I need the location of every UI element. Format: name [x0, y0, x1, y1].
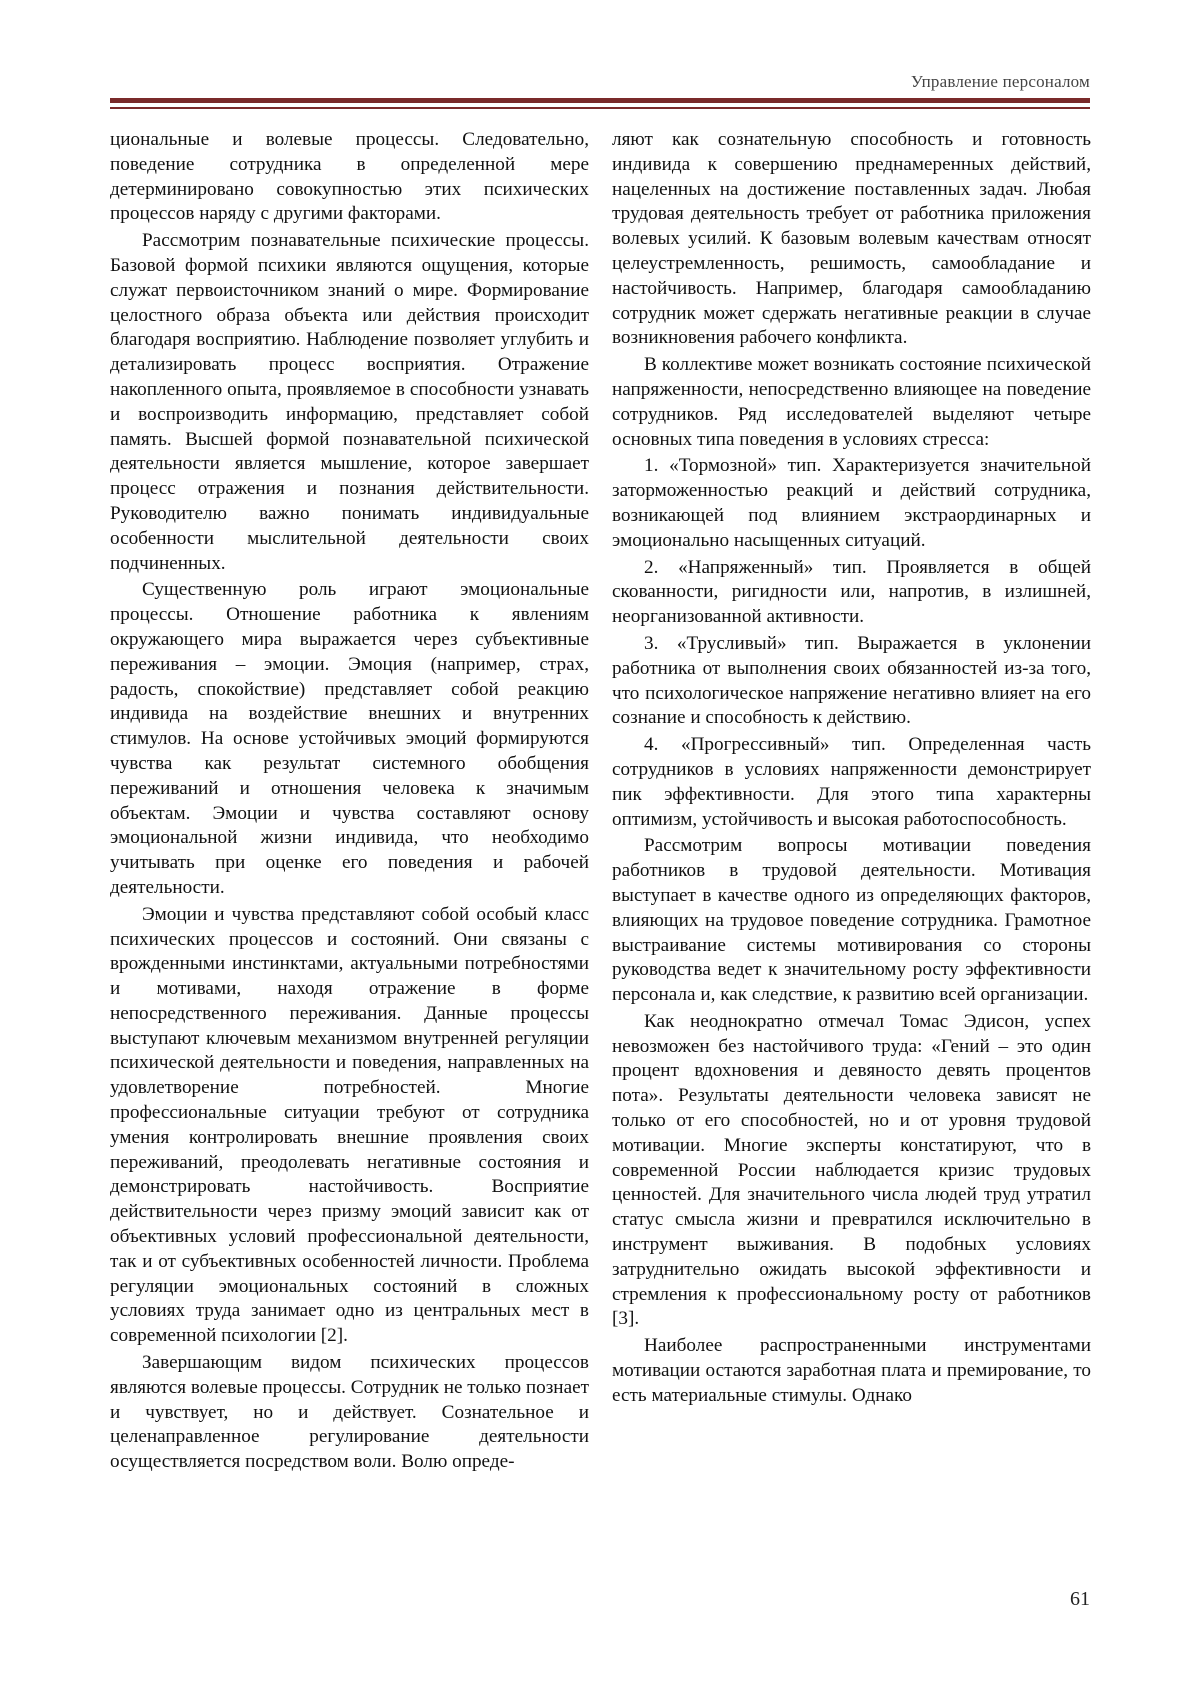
list-item: 3. «Трусливый» тип. Выражается в уклонении работника от выполнения своих обязанностей из-за того, что психологическое напряжение негативно влияет на его сознание и способность к действию. — [612, 632, 1091, 729]
left-column — [110, 128, 589, 1477]
paragraph: Завершающим видом психических процессов являются волевые процессы. Сотрудник не только познает и чувствует, но и действует. Сознательное и целенаправленное регулирование деятельности осуществляется посредством воли. Волю опреде- — [110, 1352, 589, 1473]
paragraph: В коллективе может возникать состояние психической напряженности, непосредственно влияющее на поведение сотрудников. Ряд исследователей выделяют четыре основных типа поведения в условиях стресса: — [612, 354, 1091, 450]
paragraph: циональные и волевые процессы. Следовательно, поведение сотрудника в определенной мере детерминировано совокупностью этих психических процессов наряду с другими факторами. — [110, 129, 589, 225]
paragraph: Как неоднократно отмечал Томас Эдисон, успех невозможен без настойчивого труда: «Гений – это один процент вдохновения и девяносто девять процентов пота». Результаты деятельности человека зависят не только от его способностей, но и от уровня трудовой мотивации. Многие эксперты констатируют, что в современной России наблюдается кризис трудовых ценностей. Для значительного числа людей труд утратил статус смысла жизни и превратился исключительно в инструмент выживания. В подобных условиях затруднительно ожидать высокой эффективности и стремления к профессиональному росту от работников [3]. — [612, 1010, 1091, 1330]
paragraph: ляют как сознательную способность и готовность индивида к совершению преднамеренных действий, нацеленных на достижение поставленных задач. Любая трудовая деятельность требует от работника приложения волевых усилий. К базовым волевым качествам относят целеустремленность, решимость, самообладание и настойчивость. Например, благодаря самообладанию сотрудник может сдержать негативные реакции в случае возникновения рабочего конфликта. — [612, 129, 1091, 349]
running-header: Управление персоналом — [910, 72, 1090, 91]
paragraph: Рассмотрим познавательные психические процессы. Базовой формой психики являются ощущения, которые служат первоисточником знаний о мире. Формирование целостного образа объекта или действия происходит благодаря восприятию. Наблюдение позволяет углубить и детализировать процесс восприятия. Отражение накопленного опыта, проявляемое в способности узнавать и воспроизводить информацию, представляет собой память. Высшей формой познавательной психической деятельности является мышление, которое завершает процесс отражения и познания действительности. Руководителю важно понимать индивидуальные особенности мыслительной деятельности своих подчиненных. — [110, 230, 589, 574]
list-item: 1. «Тормозной» тип. Характеризуется значительной заторможенностью реакций и действий сотрудника, возникающей под влиянием экстраординарных и эмоционально насыщенных ситуаций. — [612, 455, 1091, 551]
paragraph: Существенную роль играют эмоциональные процессы. Отношение работника к явлениям окружающего мира выражается через субъективные переживания – эмоции. Эмоция (например, страх, радость, спокойствие) представляет собой реакцию индивида на воздействие внешних и внутренних стимулов. На основе устойчивых эмоций формируются чувства как результат системного обобщения переживаний и отношения человека к значимым объектам. Эмоции и чувства составляют основу эмоциональной жизни индивида, что необходимо учитывать при оценке его поведения и рабочей деятельности. — [110, 579, 589, 898]
header-rule-thin — [110, 107, 1090, 109]
page-number: 61 — [1070, 1588, 1090, 1610]
paragraph: Эмоции и чувства представляют собой особый класс психических процессов и состояний. Они связаны с врожденными инстинктами, актуальными потребностями и мотивами, находя отражение в форме непосредственного переживания. Данные процессы выступают ключевым механизмом внутренней регуляции психической деятельности и поведения, направленных на удовлетворение потребностей. Многие профессиональные ситуации требуют от сотрудника умения контролировать внешние проявления своих переживаний, преодолевать негативные состояния и демонстрировать настойчивость. Восприятие действительности через призму эмоций зависит как от объективных условий профессиональной деятельности, так и от субъективных особенностей личности. Проблема регуляции эмоциональных состояний в сложных условиях труда занимает одно из центральных мест в современной психологии [2]. — [110, 903, 589, 1347]
right-column — [612, 128, 1091, 1411]
list-item: 2. «Напряженный» тип. Проявляется в общей скованности, ригидности или, напротив, в излишней, неорганизованной активности. — [612, 556, 1091, 628]
header-rule-thick — [110, 98, 1090, 103]
list-item: 4. «Прогрессивный» тип. Определенная часть сотрудников в условиях напряженности демонстрирует пик эффективности. Для этого типа характерны оптимизм, устойчивость и высокая работоспособность. — [612, 734, 1091, 830]
paragraph: Рассмотрим вопросы мотивации поведения работников в трудовой деятельности. Мотивация выступает в качестве одного из определяющих факторов, влияющих на трудовое поведение сотрудника. Грамотное выстраивание системы мотивирования со стороны руководства ведет к значительному росту эффективности персонала и, как следствие, к развитию всей организации. — [612, 835, 1091, 1006]
paragraph: Наиболее распространенными инструментами мотивации остаются заработная плата и премирование, то есть материальные стимулы. Однако — [612, 1335, 1091, 1406]
